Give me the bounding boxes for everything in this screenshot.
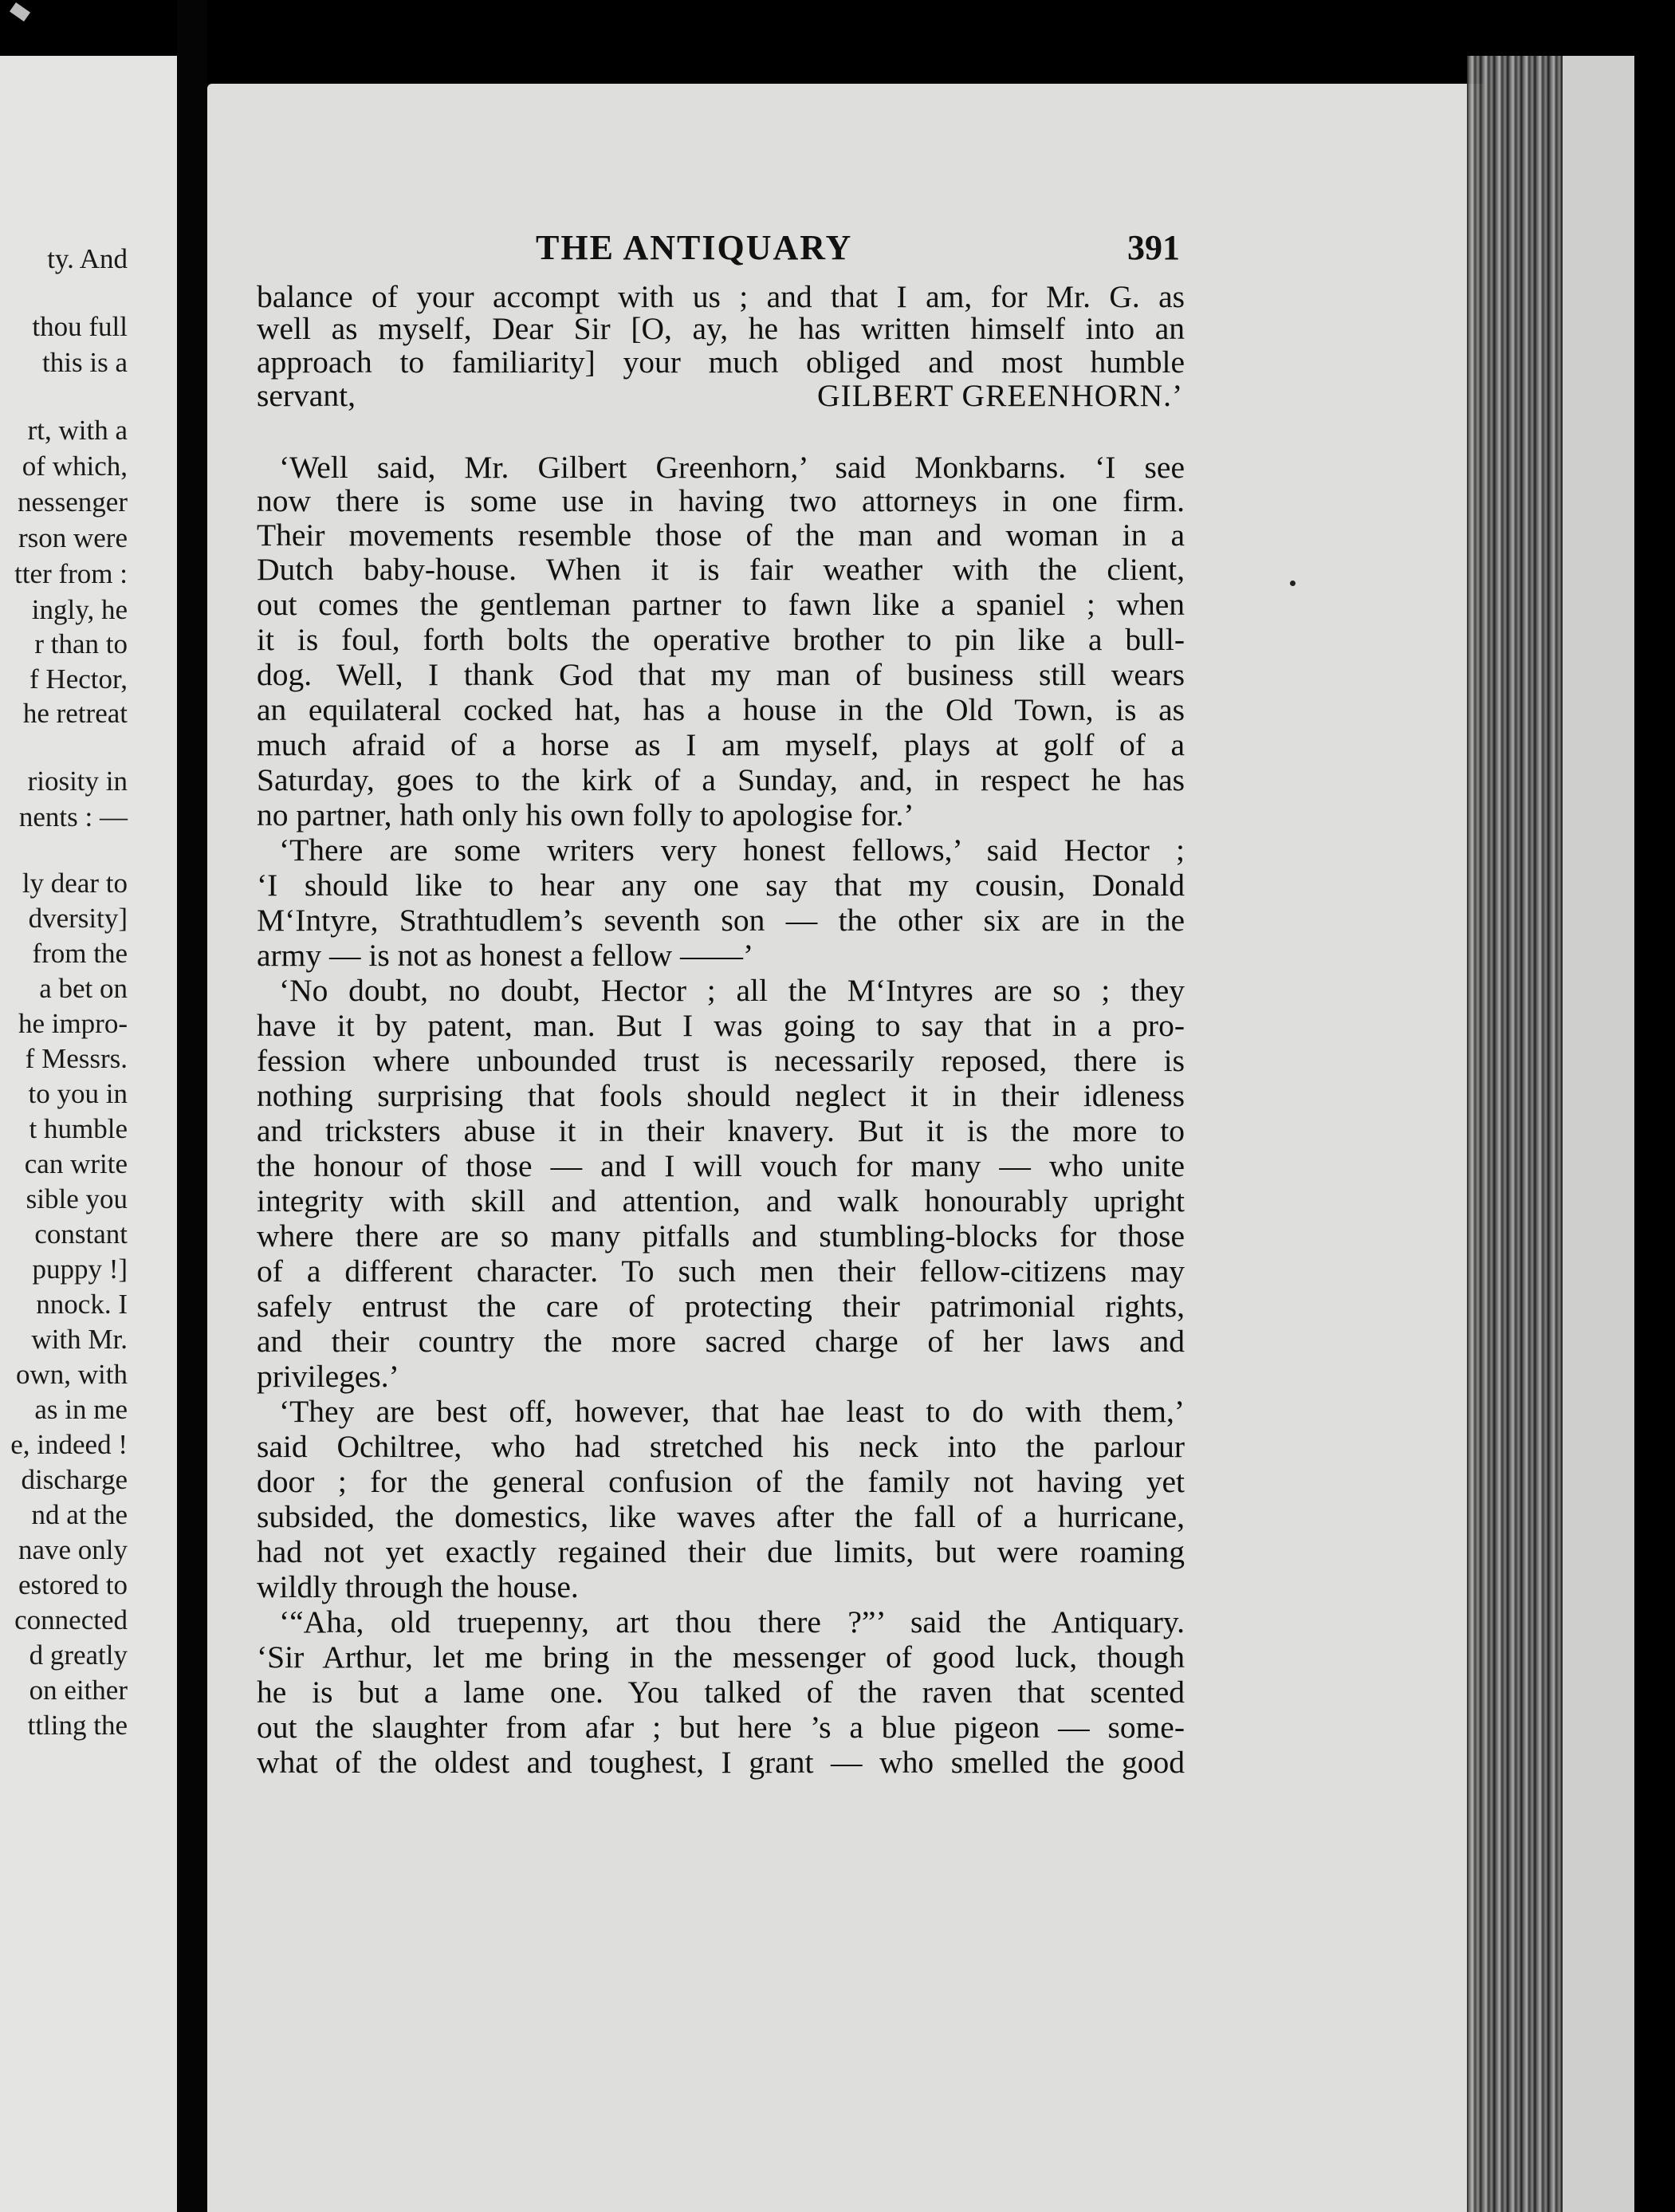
body-line: fession where unbounded trust is necessarily reposed, there is <box>257 1043 1185 1078</box>
body-line: door ; for the general confusion of the family not having yet <box>257 1464 1185 1499</box>
left-page-line: connected <box>14 1604 128 1635</box>
left-page-line: puppy !] <box>32 1254 128 1285</box>
body-line: Dutch baby-house. When it is fair weather with the client, <box>257 552 1185 587</box>
left-page-line: e, indeed ! <box>10 1429 128 1460</box>
left-page-line: discharge <box>21 1464 128 1495</box>
body-line: said Ochiltree, who had stretched his neck into the parlour <box>257 1429 1185 1464</box>
body-line: he is but a lame one. You talked of the raven that scented <box>257 1675 1185 1710</box>
body-line: army — is not as honest a fellow ——’ <box>257 938 754 973</box>
left-page-line: can write <box>24 1148 128 1179</box>
body-line: of a different character. To such men their fellow-citizens may <box>257 1254 1185 1289</box>
body-line: have it by patent, man. But I was going to say that in a pro- <box>257 1008 1185 1043</box>
left-page-line: constant <box>34 1218 128 1250</box>
body-line: ‘They are best off, however, that hae least to do with them,’ <box>279 1394 1185 1429</box>
left-page-line: with Mr. <box>31 1324 128 1355</box>
body-line: ‘Well said, Mr. Gilbert Greenhorn,’ said Monkbarns. ‘I see <box>279 450 1185 485</box>
left-page-line: f Messrs. <box>25 1043 128 1074</box>
left-page-line: he retreat <box>22 698 128 729</box>
body-line: safely entrust the care of protecting their patrimonial rights, <box>257 1289 1185 1324</box>
left-page-line: ty. And <box>47 243 128 274</box>
left-page-line: estored to <box>18 1569 128 1600</box>
body-line: ‘There are some writers very honest fellows,’ said Hector ; <box>279 832 1185 868</box>
left-page-line: rson were <box>18 522 128 553</box>
left-page-line: f Hector, <box>29 663 128 695</box>
body-line: balance of your accompt with us ; and that I am, for Mr. G. as <box>257 279 1185 314</box>
left-page-line: this is a <box>42 347 128 378</box>
left-page-line: as in me <box>34 1394 128 1425</box>
body-line: nothing surprising that fools should neglect it in their idleness <box>257 1078 1185 1113</box>
body-line: wildly through the house. <box>257 1569 579 1604</box>
body-line: much afraid of a horse as I am myself, plays at golf of a <box>257 727 1185 762</box>
body-line: ‘I should like to hear any one say that my cousin, Donald <box>257 868 1185 903</box>
left-page-line: of which, <box>22 451 128 482</box>
page-number: 391 <box>1127 228 1180 267</box>
body-line: out the slaughter from afar ; but here ’s a blue pigeon — some- <box>257 1710 1185 1745</box>
body-line: now there is some use in having two attorneys in one firm. <box>257 483 1185 518</box>
left-page-line: nave only <box>18 1534 128 1565</box>
left-page-line: thou full <box>32 311 128 342</box>
left-page-line: nd at the <box>31 1499 128 1530</box>
body-line: integrity with skill and attention, and walk honourably upright <box>257 1183 1185 1218</box>
body-line: what of the oldest and toughest, I grant — who smelled the good <box>257 1745 1185 1780</box>
body-line: M‘Intyre, Strathtudlem’s seventh son — the other six are in the <box>257 903 1185 938</box>
letter-signature: GILBERT GREENHORN.’ <box>817 378 1184 413</box>
body-line: approach to familiarity] your much obliged and most humble <box>257 344 1185 380</box>
body-line: where there are so many pitfalls and stumbling-blocks for those <box>257 1218 1185 1254</box>
left-page-line: nnock. I <box>36 1289 128 1320</box>
left-page-line: he impro- <box>18 1008 128 1039</box>
body-line: ‘Sir Arthur, let me bring in the messenger of good luck, though <box>257 1639 1185 1675</box>
left-page-line: from the <box>32 938 128 969</box>
left-page-line: nessenger <box>17 486 128 518</box>
body-line: had not yet exactly regained their due limits, but were roaming <box>257 1534 1185 1569</box>
left-page-line: rt, with a <box>27 415 128 446</box>
body-line: an equilateral cocked hat, has a house in the Old Town, is as <box>257 692 1185 727</box>
body-line: out comes the gentleman partner to fawn like a spaniel ; when <box>257 587 1185 622</box>
left-page-line: ly dear to <box>22 868 128 899</box>
body-line: servant, <box>257 378 356 413</box>
body-line: and tricksters abuse it in their knavery. But it is the more to <box>257 1113 1185 1148</box>
left-page-line: r than to <box>34 628 128 659</box>
body-line: ‘“Aha, old truepenny, art thou there ?”’ said the Antiquary. <box>279 1604 1185 1639</box>
body-line: dog. Well, I thank God that my man of business still wears <box>257 657 1185 692</box>
body-line: Their movements resemble those of the man and woman in a <box>257 518 1185 553</box>
body-line: no partner, hath only his own folly to apologise for.’ <box>257 797 914 832</box>
left-page-line: riosity in <box>27 766 128 797</box>
left-page-line: own, with <box>16 1359 128 1390</box>
body-line: privileges.’ <box>257 1359 399 1394</box>
left-page-line: dversity] <box>28 903 128 934</box>
body-line: and their country the more sacred charge of her laws and <box>257 1324 1185 1359</box>
left-page-line: to you in <box>28 1078 128 1109</box>
left-page-line: a bet on <box>39 973 128 1004</box>
body-line: well as myself, Dear Sir [O, ay, he has written himself into an <box>257 311 1185 346</box>
body-line: subsided, the domestics, like waves after the fall of a hurricane, <box>257 1499 1185 1534</box>
body-line: Saturday, goes to the kirk of a Sunday, and, in respect he has <box>257 762 1185 797</box>
left-page-line: ingly, he <box>31 594 128 625</box>
left-page-line: ttling the <box>27 1710 128 1741</box>
left-page-line: tter from : <box>14 558 128 589</box>
left-page-line: on either <box>29 1675 128 1706</box>
left-page-line: t humble <box>29 1113 128 1144</box>
body-line: it is foul, forth bolts the operative brother to pin like a bull- <box>257 622 1185 657</box>
body-line: the honour of those — and I will vouch for many — who unite <box>257 1148 1185 1183</box>
left-page-line: sible you <box>26 1183 128 1214</box>
left-page-line: nents : — <box>18 801 128 832</box>
ink-speck <box>1290 581 1296 586</box>
body-line: ‘No doubt, no doubt, Hector ; all the M‘Intyres are so ; they <box>279 973 1185 1008</box>
running-title: THE ANTIQUARY <box>536 228 853 267</box>
left-page-line: d greatly <box>29 1639 128 1671</box>
